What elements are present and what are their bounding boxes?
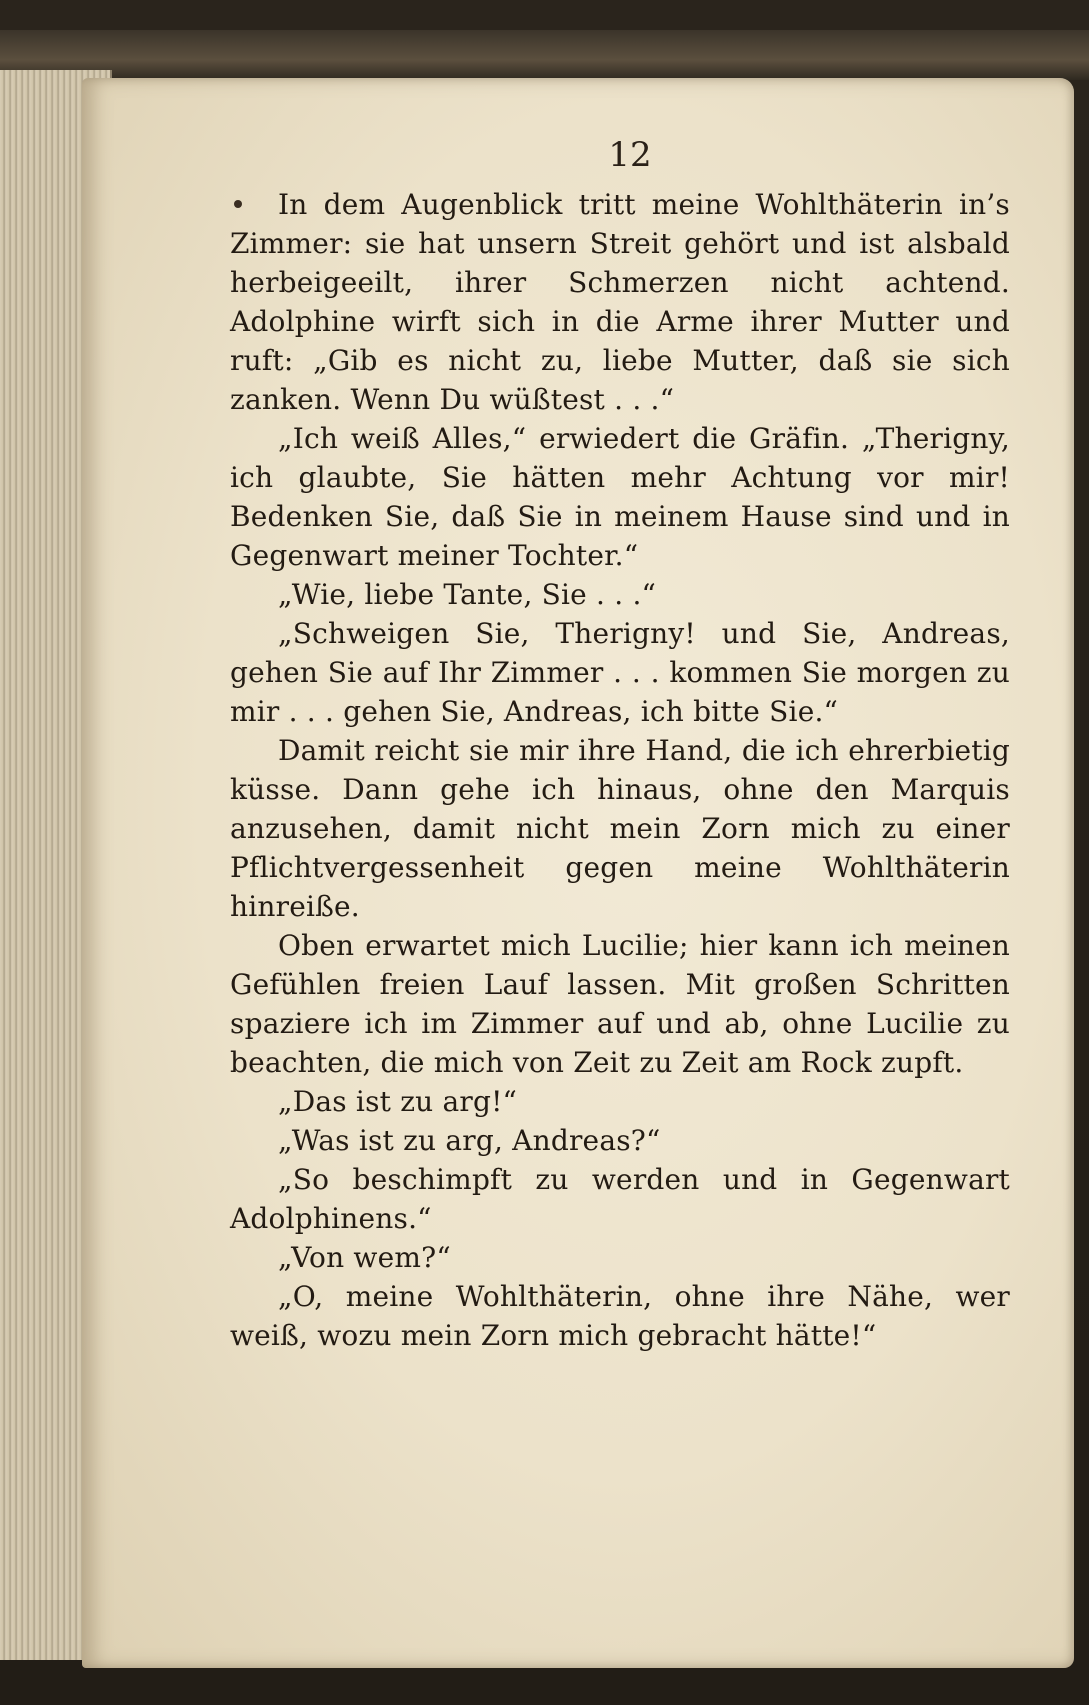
paragraph: „So beschimpft zu werden und in Gegenwart Adolphinens.“ [230, 1163, 1010, 1235]
paragraph: „Was ist zu arg, Andreas?“ [278, 1124, 661, 1157]
paragraph: „O, meine Wohlthäterin, ohne ihre Nähe, wer weiß, wozu mein Zorn mich gebracht hätte!“ [230, 1280, 1010, 1352]
book-top-edge [0, 30, 1089, 80]
paragraph: „Wie, liebe Tante, Sie . . .“ [278, 578, 657, 611]
paragraph: Oben erwartet mich Lucilie; hier kann ich meinen Gefühlen freien Lauf lassen. Mit großen Schritten spaziere ich im Zimmer auf und ab, ohne Lucilie zu beachten, die mich von Zeit zu Zeit am Rock zupft. [230, 929, 1010, 1079]
paragraph: In dem Augenblick tritt meine Wohlthäterin in’s Zimmer: sie hat unsern Streit gehört und ist alsbald herbeigeeilt, ihrer Schmerzen nicht achtend. Adolphine wirft sich in die Arme ihrer Mutter und ruft: „Gib es nicht zu, liebe Mutter, daß sie sich zanken. Wenn Du wüßtest . . .“ [230, 188, 1010, 416]
page-text [230, 185, 1010, 1355]
paragraph: „Schweigen Sie, Therigny! und Sie, Andreas, gehen Sie auf Ihr Zimmer . . . kommen Sie morgen zu mir . . . gehen Sie, Andreas, ich bitte Sie.“ [230, 617, 1010, 728]
paragraph: „Ich weiß Alles,“ erwiedert die Gräfin. „Therigny, ich glaubte, Sie hätten mehr Achtung vor mir! Bedenken Sie, daß Sie in meinem Hause sind und in Gegenwart meiner Tochter.“ [230, 422, 1010, 572]
page-number: 12 [608, 135, 652, 175]
paragraph: „Von wem?“ [278, 1241, 451, 1274]
paragraph: Damit reicht sie mir ihre Hand, die ich ehrerbietig küsse. Dann gehe ich hinaus, ohne den Marquis anzusehen, damit nicht mein Zorn mich zu einer Pflichtvergessenheit gegen meine Wohlthäterin hinreiße. [230, 734, 1010, 923]
paragraph: „Das ist zu arg!“ [278, 1085, 518, 1118]
